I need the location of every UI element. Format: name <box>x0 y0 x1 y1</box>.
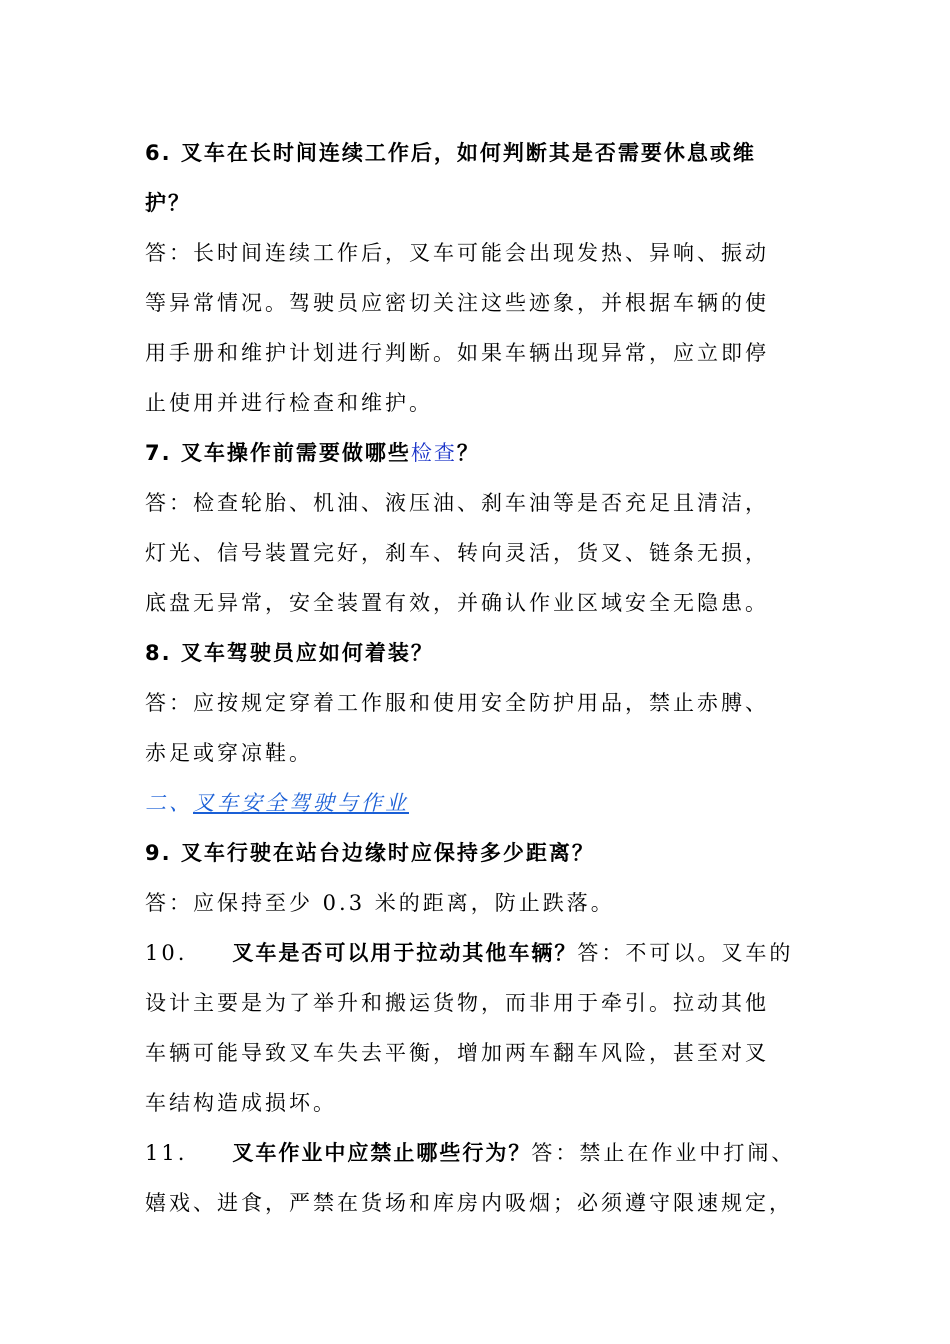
question-9-title: 9. 叉车行驶在站台边缘时应保持多少距离？ <box>145 841 595 865</box>
answer-7-line-2: 灯光、信号装置完好，刹车、转向灵活，货叉、链条无损， <box>145 541 769 565</box>
inspection-link[interactable]: 检查 <box>410 441 457 465</box>
answer-6-line-2: 等异常情况。驾驶员应密切关注这些迹象，并根据车辆的使 <box>145 291 769 315</box>
question-6-title-line-2: 护？ <box>145 191 191 215</box>
question-11-number: 11. <box>145 1141 188 1165</box>
answer-11-line-1: 嬉戏、进食，严禁在货场和库房内吸烟；必须遵守限速规定， <box>145 1191 793 1215</box>
section-2-heading <box>145 778 810 828</box>
question-6-title-line-1: 6. 叉车在长时间连续工作后，如何判断其是否需要休息或维 <box>145 141 756 165</box>
answer-7-line-1: 答：检查轮胎、机油、液压油、刹车油等是否充足且清洁， <box>145 491 769 515</box>
answer-6-line-4: 止使用并进行检查和维护。 <box>145 391 433 415</box>
question-11-line-1 <box>145 1128 810 1178</box>
question-7-title-prefix: 7. 叉车操作前需要做哪些 <box>145 441 411 465</box>
question-8-title: 8. 叉车驾驶员应如何着装？ <box>145 641 434 665</box>
answer-9: 答：应保持至少 0.3 米的距离，防止跌落。 <box>145 891 615 915</box>
answer-10-line-1: 设计主要是为了举升和搬运货物，而非用于牵引。拉动其他 <box>145 991 769 1015</box>
answer-10-line-2: 车辆可能导致叉车失去平衡，增加两车翻车风险，甚至对叉 <box>145 1041 769 1065</box>
section-2-title-link[interactable]: 叉车安全驾驶与作业 <box>193 791 409 815</box>
question-11-text: 叉车作业中应禁止哪些行为？ <box>232 1141 532 1165</box>
answer-8-line-1: 答：应按规定穿着工作服和使用安全防护用品，禁止赤膊、 <box>145 691 769 715</box>
question-10-text: 叉车是否可以用于拉动其他车辆？ <box>232 941 578 965</box>
question-10-number: 10. <box>145 941 188 965</box>
section-2-number: 二、 <box>145 791 193 815</box>
question-7-title <box>145 428 810 478</box>
answer-6-line-1: 答：长时间连续工作后，叉车可能会出现发热、异响、振动 <box>145 241 769 265</box>
answer-7-line-3: 底盘无异常，安全装置有效，并确认作业区域安全无隐患。 <box>145 591 769 615</box>
question-7-title-suffix: ？ <box>456 441 480 465</box>
answer-6-line-3: 用手册和维护计划进行判断。如果车辆出现异常，应立即停 <box>145 341 769 365</box>
question-10-line-1 <box>145 928 810 978</box>
answer-11-start: 答：禁止在作业中打闹、 <box>531 1141 796 1165</box>
document-content <box>145 128 810 1228</box>
answer-8-line-2: 赤足或穿凉鞋。 <box>145 741 313 765</box>
answer-10-line-3: 车结构造成损坏。 <box>145 1091 337 1115</box>
answer-10-start: 答：不可以。叉车的 <box>577 941 794 965</box>
